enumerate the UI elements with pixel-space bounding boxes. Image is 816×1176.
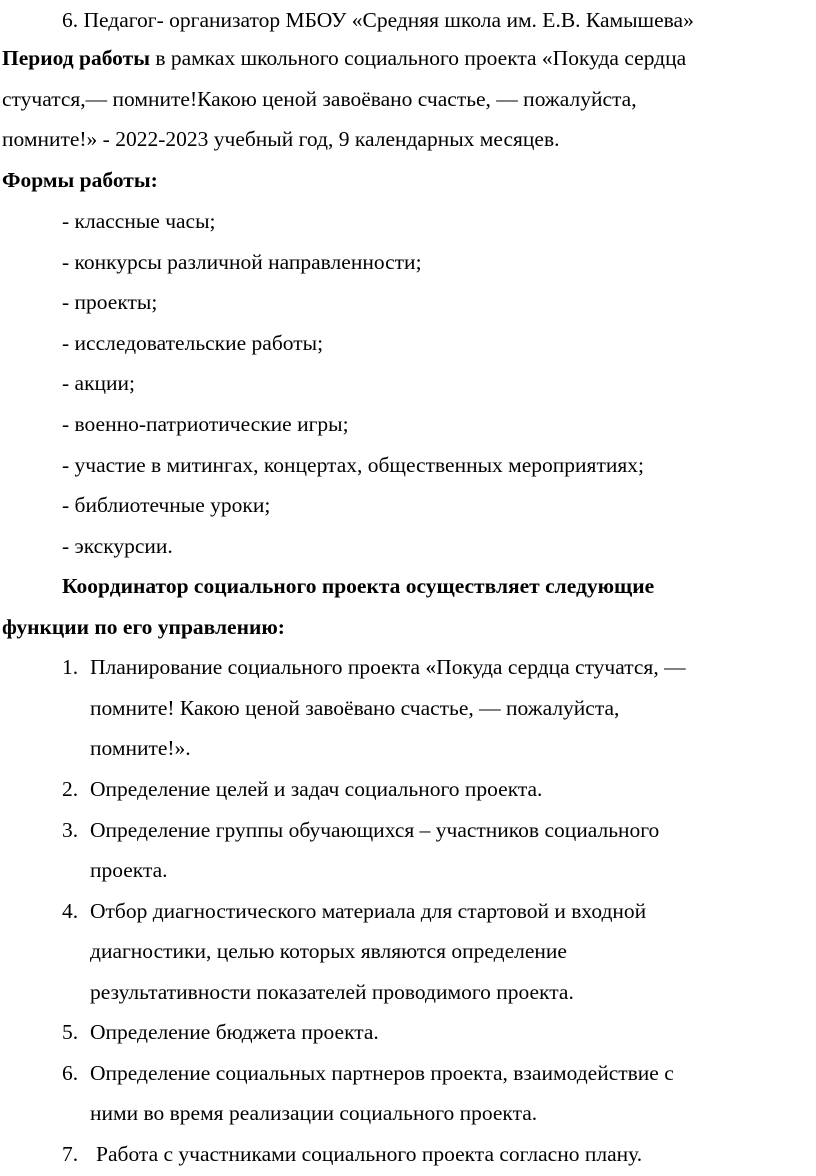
list-number: 7. — [62, 1142, 79, 1166]
list-number: 4. — [62, 899, 79, 923]
period-text-1: в рамках школьного социального проекта «Покуда сердца — [149, 46, 687, 70]
list-item-line: Отбор диагностического материала для стартовой и входной — [90, 899, 647, 923]
list-number: 5. — [62, 1020, 79, 1044]
forms-item: - библиотечные уроки; — [62, 493, 271, 517]
list-item-line: диагностики, целью которых являются определение — [90, 939, 567, 963]
list-number: 3. — [62, 818, 79, 842]
intro-line: 6. Педагог- организатор МБОУ «Средняя школа им. Е.В. Камышева» — [62, 8, 694, 32]
list-item-line: Планирование социального проекта «Покуда сердца стучатся, — — [90, 655, 686, 679]
period-paragraph-line-3: помните!» - 2022-2023 учебный год, 9 календарных месяцев. — [2, 127, 560, 151]
list-item-line: ними во время реализации социального проекта. — [90, 1101, 538, 1125]
forms-item: - конкурсы различной направленности; — [62, 250, 422, 274]
period-label: Период работы — [2, 46, 150, 70]
list-number: 6. — [62, 1061, 79, 1085]
list-number: 2. — [62, 777, 79, 801]
forms-heading: Формы работы: — [2, 168, 158, 192]
list-item-line: помните!». — [90, 736, 191, 760]
list-item-line: Определение бюджета проекта. — [90, 1020, 379, 1044]
list-item-line: Работа с участниками социального проекта согласно плану. — [96, 1142, 643, 1166]
list-item-line: помните! Какою ценой завоёвано счастье, — пожалуйста, — [90, 696, 620, 720]
period-paragraph-line-1 — [2, 48, 686, 70]
forms-item: - военно-патриотические игры; — [62, 412, 349, 436]
forms-item: - проекты; — [62, 290, 158, 314]
list-item-line: Определение группы обучающихся – участников социального — [90, 818, 660, 842]
list-item-line: Определение социальных партнеров проекта, взаимодействие с — [90, 1061, 674, 1085]
forms-item: - классные часы; — [62, 209, 216, 233]
forms-item: - акции; — [62, 371, 136, 395]
list-item-line: результативности показателей проводимого проекта. — [90, 980, 574, 1004]
list-number: 1. — [62, 655, 79, 679]
forms-item: - исследовательские работы; — [62, 331, 324, 355]
forms-item: - участие в митингах, концертах, общественных мероприятиях; — [62, 453, 644, 477]
coordinator-heading-line-1: Координатор социального проекта осуществляет следующие — [62, 574, 655, 598]
period-paragraph-line-2: стучатся,— помните!Какою ценой завоёвано счастье, — пожалуйста, — [2, 87, 637, 111]
list-item-line: Определение целей и задач социального проекта. — [90, 777, 543, 801]
list-item-line: проекта. — [90, 858, 168, 882]
coordinator-heading-line-2: функции по его управлению: — [2, 615, 285, 639]
forms-item: - экскурсии. — [62, 534, 173, 558]
